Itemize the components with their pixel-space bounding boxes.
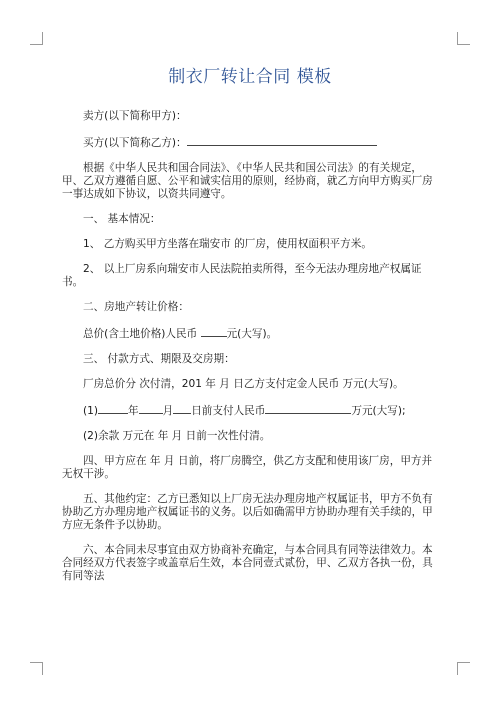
item-2-prefix: (1) <box>83 405 99 417</box>
day-blank <box>173 403 191 414</box>
intro-paragraph: 根据《中华人民共和国合同法》、《中华人民共和国公司法》的有关规定，甲、乙双方遵循自愿、公平和诚实信用的原则，经协商，就乙方向甲方购买厂房一事达成如下协议，以资共同遵守。 <box>62 162 433 200</box>
section-3-heading: 三、 付款方式、期限及交房期： <box>83 353 235 365</box>
crop-mark-top-right <box>457 32 470 45</box>
month-blank <box>139 403 163 414</box>
document-title: 制衣厂转让合同 模板 <box>168 67 332 87</box>
price-suffix: 元(大写)。 <box>226 328 278 340</box>
crop-mark-bottom-right <box>457 662 470 675</box>
section-2-heading: 二、房地产转让价格： <box>83 301 189 313</box>
year-blank <box>98 403 128 414</box>
section-3-item-1: 厂房总价分 次付清，201 年 月 日乙方支付定金人民币 万元(大写)。 <box>83 378 404 390</box>
seller-line: 卖方(以下简称甲方)： <box>83 110 187 122</box>
year-label: 年 <box>128 405 139 417</box>
price-label: 总价(含土地价格)人民币 <box>83 328 201 340</box>
buyer-label: 买方(以下简称乙方)： <box>83 137 187 149</box>
section-1-item-1: 1、 乙方购买甲方坐落在瑞安市 的厂房，使用权面积平方米。 <box>83 238 372 250</box>
section-2-price-line <box>62 326 442 341</box>
buyer-blank <box>187 135 377 146</box>
crop-mark-bottom-left <box>30 662 43 675</box>
buyer-line <box>62 135 442 150</box>
pay-label: 日前支付人民币 <box>191 405 266 417</box>
section-3-item-2 <box>62 403 442 418</box>
section-1-heading: 一、 基本情况： <box>83 213 161 225</box>
amount-suffix: 万元(大写); <box>351 405 406 417</box>
price-blank <box>201 326 227 337</box>
amount-blank <box>265 403 351 414</box>
crop-mark-top-left <box>30 32 43 45</box>
section-4-paragraph: 四、甲方应在 年 月 日前，将厂房腾空，供乙方支配和使用该厂房，甲方并无权干涉。 <box>62 455 433 480</box>
section-3-item-3: (2)余款 万元在 年 月 日前一次性付清。 <box>83 430 271 442</box>
section-6-paragraph: 六、本合同未尽事宜由双方协商补充确定，与本合同具有同等法律效力。本合同经双方代表签字或盖章后生效，本合同壹式贰份，甲、乙双方各执一份，具有同等法 <box>62 544 433 582</box>
month-label: 月 <box>162 405 174 417</box>
section-1-item-2: 2、 以上厂房系向瑞安市人民法院拍卖所得，至今无法办理房地产权属证书。 <box>62 263 422 288</box>
document-body <box>62 110 442 595</box>
section-5-paragraph: 五、其他约定：乙方已悉知以上厂房无法办理房地产权属证书，甲方不负有协助乙方办理房地产权属证书的义务。以后如确需甲方协助办理有关手续的，甲方应无条件予以协助。 <box>62 493 433 531</box>
